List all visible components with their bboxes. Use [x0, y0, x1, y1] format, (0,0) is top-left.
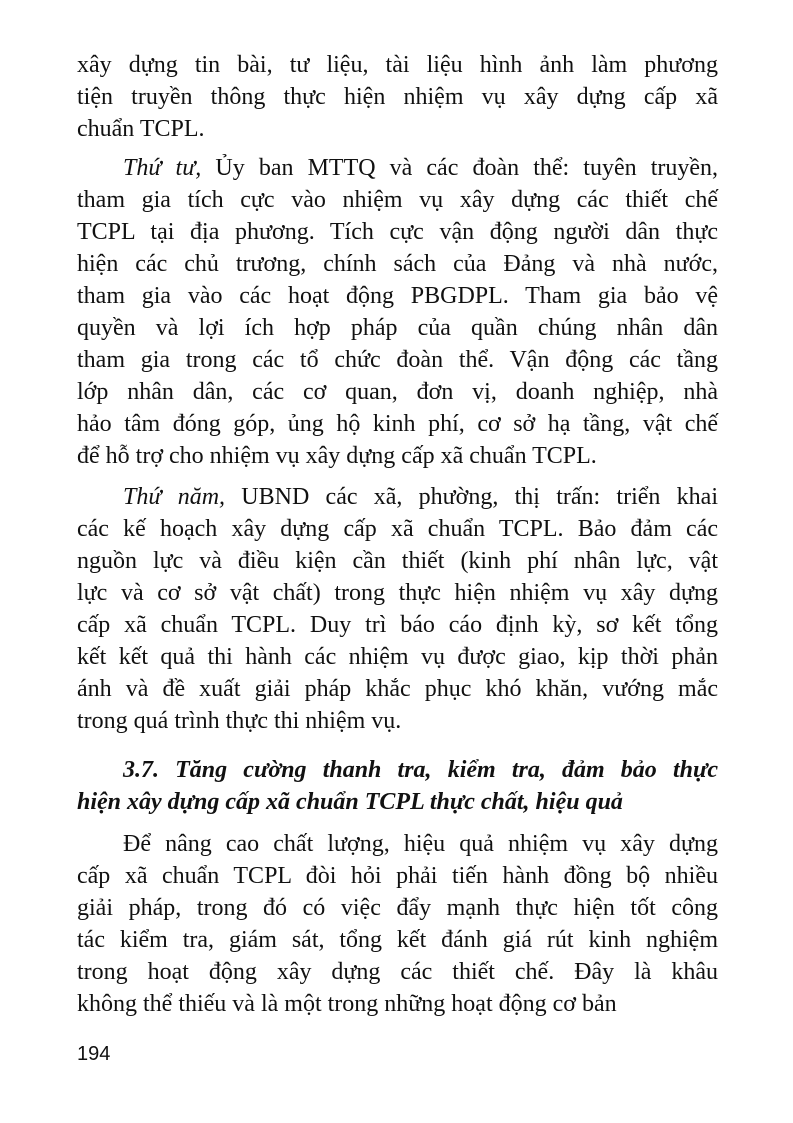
text-line: TCPL tại địa phương. Tích cực vận động người dân thực [77, 219, 718, 245]
text-line: ánh và đề xuất giải pháp khắc phục khó khăn, vướng mắc [77, 676, 718, 702]
paragraph [77, 152, 718, 472]
text-line: lực và cơ sở vật chất) trong thực hiện nhiệm vụ xây dựng [77, 580, 718, 606]
paragraph [77, 828, 718, 1020]
text-line: Thứ tư, Ủy ban MTTQ và các đoàn thể: tuyên truyền, [123, 155, 718, 181]
text-line: hảo tâm đóng góp, ủng hộ kinh phí, cơ sở hạ tầng, vật chế [77, 411, 718, 437]
text-line: Thứ năm, UBND các xã, phường, thị trấn: triển khai [123, 484, 718, 510]
text-line: tác kiểm tra, giám sát, tổng kết đánh giá rút kinh nghiệm [77, 927, 718, 953]
text-line: tham gia tích cực vào nhiệm vụ xây dựng các thiết chế [77, 187, 718, 213]
text-line: giải pháp, trong đó có việc đẩy mạnh thực hiện tốt công [77, 895, 718, 921]
page-body [77, 49, 718, 1020]
text-line: tiện truyền thông thực hiện nhiệm vụ xây dựng cấp xã [77, 84, 718, 110]
text-line: Để nâng cao chất lượng, hiệu quả nhiệm vụ xây dựng [123, 831, 718, 857]
lead-phrase: Thứ năm, [123, 484, 226, 510]
page-number: 194 [77, 1043, 111, 1065]
text-line: 3.7. Tăng cường thanh tra, kiểm tra, đảm bảo thực [123, 757, 718, 783]
text-line: hiện xây dựng cấp xã chuẩn TCPL thực chất, hiệu quả [77, 789, 623, 815]
text-line: trong quá trình thực thi nhiệm vụ. [77, 708, 402, 734]
section-heading [77, 754, 718, 818]
paragraph [77, 49, 718, 145]
paragraph [77, 481, 718, 737]
text-line: tham gia vào các hoạt động PBGDPL. Tham gia bảo vệ [77, 283, 718, 309]
text-line: tham gia trong các tổ chức đoàn thể. Vận động các tầng [77, 347, 718, 373]
text-line: không thể thiếu và là một trong những hoạt động cơ bản [77, 991, 617, 1017]
text-line: nguồn lực và điều kiện cần thiết (kinh phí nhân lực, vật [77, 548, 718, 574]
text-line: xây dựng tin bài, tư liệu, tài liệu hình ảnh làm phương [77, 52, 718, 78]
text-line: hiện các chủ trương, chính sách của Đảng và nhà nước, [77, 251, 718, 277]
text-line: lớp nhân dân, các cơ quan, đơn vị, doanh nghiệp, nhà [77, 379, 718, 405]
lead-phrase: Thứ tư, [123, 155, 202, 181]
text-line: kết kết quả thi hành các nhiệm vụ được giao, kịp thời phản [77, 644, 718, 670]
text-line: chuẩn TCPL. [77, 116, 205, 142]
text-line: trong hoạt động xây dựng các thiết chế. Đây là khâu [77, 959, 718, 985]
text-line: quyền và lợi ích hợp pháp của quần chúng nhân dân [77, 315, 718, 341]
text-line: cấp xã chuẩn TCPL đòi hỏi phải tiến hành đồng bộ nhiều [77, 863, 718, 889]
text-line: để hỗ trợ cho nhiệm vụ xây dựng cấp xã chuẩn TCPL. [77, 443, 597, 469]
text-line: cấp xã chuẩn TCPL. Duy trì báo cáo định kỳ, sơ kết tổng [77, 612, 718, 638]
text-line: các kế hoạch xây dựng cấp xã chuẩn TCPL. Bảo đảm các [77, 516, 718, 542]
